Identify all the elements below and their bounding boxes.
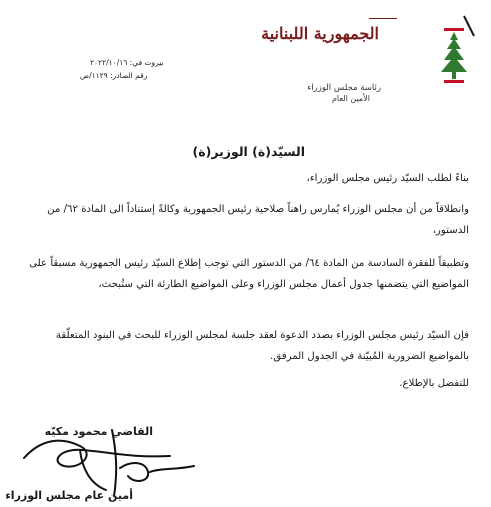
secretary-general-title: الأمين العام bbox=[331, 94, 370, 103]
place-date: بيروت في: ٢٠٢٢/١٠/١٦ bbox=[90, 58, 164, 67]
paragraph-1: بناءً لطلب السيّد رئيس مجلس الوزراء، bbox=[306, 173, 469, 184]
paragraph-4: فإن السيّد رئيس مجلس الوزراء بصدد الدعوة لعقد جلسة لمجلس الوزراء للبحث في البنود المتعلّقة بالمواضيع الضرورية المُبيّنة في الجدول المرفق. bbox=[55, 330, 469, 362]
addressee: السيّد(ة) الوزير(ة) bbox=[192, 144, 305, 159]
paragraph-3: وتطبيقاً للفقرة السادسة من المادة ٦٤/ من الدستور التي توجب إطلاع السيّد رئيس الجمهورية مسبقاً على المواضيع التي يتضمنها جدول أعمال مجلس الوزراء وعلى المواضيع الطارئة التي ستُبحث، bbox=[29, 258, 469, 290]
closing-line: للتفضل بالإطلاع. bbox=[399, 378, 469, 389]
republic-title: الجمهورية اللبنانية bbox=[261, 24, 379, 43]
presidency-title: رئاسة مجلس الوزراء bbox=[307, 83, 381, 93]
letterhead-rule bbox=[369, 18, 397, 19]
signer-title: أمين عام مجلس الوزراء bbox=[5, 489, 133, 502]
reference-number: رقم الصادر: ١١٢٩/ص bbox=[80, 71, 148, 80]
paragraph-2: وانطلاقاً من أن مجلس الوزراء يُمارس راهناً صلاحية رئيس الجمهورية وكالةً إستناداً الى المادة ٦٢/ من الدستور، bbox=[47, 204, 469, 236]
signer-name: القاضي محمود مكيّه bbox=[44, 425, 153, 438]
corner-mark-icon bbox=[462, 14, 476, 38]
